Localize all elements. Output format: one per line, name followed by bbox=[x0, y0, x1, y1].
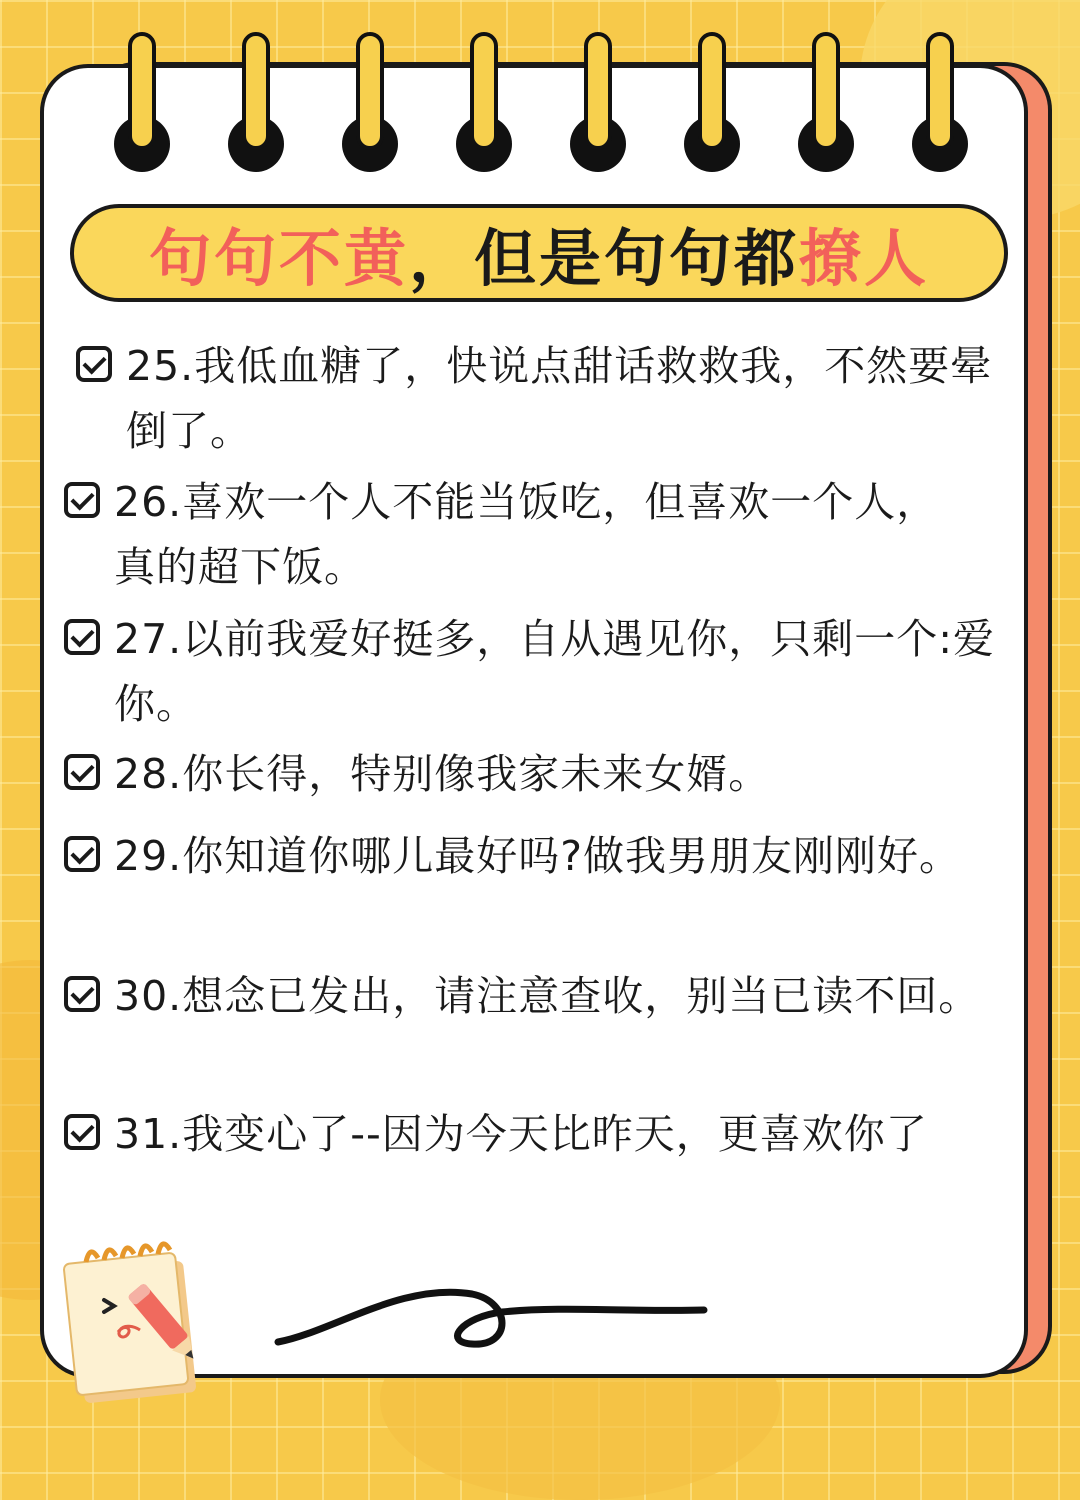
checkbox-checked-icon bbox=[64, 1114, 100, 1150]
squiggle-line-icon bbox=[272, 1272, 712, 1362]
list-item-text: 26.喜欢一个人不能当饭吃，但喜欢一个人，真的超下饭。 bbox=[114, 478, 939, 591]
list-item-text: 27.以前我爱好挺多，自从遇见你，只剩一个:爱你。 bbox=[114, 615, 996, 728]
title-part-dark: ，但是句句都 bbox=[408, 221, 799, 295]
title-part-red: 句句不黄 bbox=[148, 221, 409, 295]
list-item bbox=[64, 607, 1004, 737]
checkbox-checked-icon bbox=[64, 976, 100, 1012]
binder-ring-icon bbox=[456, 32, 512, 172]
list-item-text: 30.想念已发出，请注意查收，别当已读不回。 bbox=[114, 972, 981, 1020]
checkbox-checked-icon bbox=[64, 754, 100, 790]
list-item bbox=[64, 824, 1004, 889]
list-item-text: 28.你长得，特别像我家未来女婿。 bbox=[114, 750, 771, 798]
list-item bbox=[64, 964, 1004, 1029]
list-item bbox=[64, 742, 1004, 807]
checkbox-checked-icon bbox=[64, 836, 100, 872]
checkbox-checked-icon bbox=[64, 482, 100, 518]
page-title bbox=[149, 209, 929, 298]
binder-ring-icon bbox=[114, 32, 170, 172]
title-banner bbox=[70, 204, 1008, 302]
notepad-pencil-icon bbox=[60, 1236, 220, 1406]
checkbox-checked-icon bbox=[76, 346, 112, 382]
binder-ring-icon bbox=[570, 32, 626, 172]
list-item bbox=[76, 334, 994, 464]
list-item bbox=[64, 1102, 1004, 1167]
binder-ring-icon bbox=[684, 32, 740, 172]
checkbox-checked-icon bbox=[64, 619, 100, 655]
binder-ring-icon bbox=[798, 32, 854, 172]
list-item-text: 31.我变心了--因为今天比昨天，更喜欢你了 bbox=[114, 1110, 928, 1158]
list-item bbox=[64, 470, 1004, 600]
title-part-red: 撩人 bbox=[799, 221, 930, 295]
list-item-text: 25.我低血糖了，快说点甜话救救我，不然要晕倒了。 bbox=[126, 342, 993, 455]
list-item-text: 29.你知道你哪儿最好吗?做我男朋友刚刚好。 bbox=[114, 832, 961, 880]
binder-ring-icon bbox=[228, 32, 284, 172]
binder-ring-icon bbox=[342, 32, 398, 172]
binder-ring-icon bbox=[912, 32, 968, 172]
